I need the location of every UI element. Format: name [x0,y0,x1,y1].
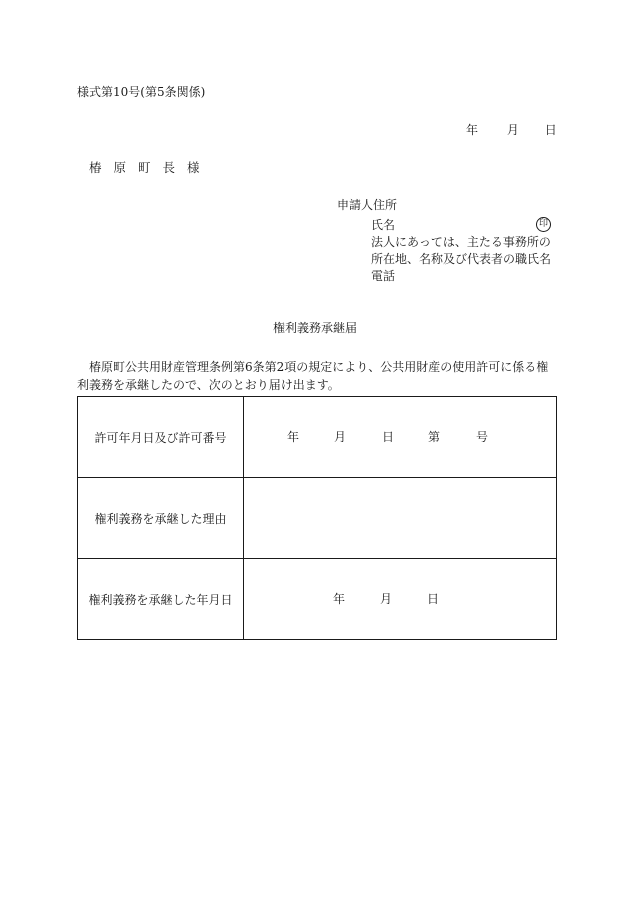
table-row [78,478,557,559]
field-day: 日 [427,592,440,606]
form-table [77,396,557,640]
addressee-char: 長 [162,160,176,175]
field-year: 年 [287,430,300,444]
addressee [89,162,200,175]
applicant-block [371,217,556,285]
row-label: 権利義務を承継した理由 [78,478,244,559]
applicant-address-label: 申請人住所 [337,198,398,212]
field-number-prefix: 第 [428,430,441,444]
addressee-char: 町 [138,160,151,175]
row-label: 許可年月日及び許可番号 [78,397,244,478]
submission-date [466,124,557,136]
addressee-char: 椿 [89,160,102,175]
permit-date-number-field [244,397,557,478]
field-month: 月 [334,430,347,444]
row-label: 権利義務を承継した年月日 [78,559,244,640]
date-year: 年 [466,123,479,137]
table-row [78,397,557,478]
body-text: 椿原町公共用財産管理条例第6条第2項の規定により、公共用財産の使用許可に係る権利義務を承継したので、次のとおり届け出ます。 [77,360,549,392]
field-year: 年 [333,592,346,606]
field-number-suffix: 号 [476,430,489,444]
document-title: 権利義務承継届 [272,321,357,335]
succession-reason-field [244,478,557,559]
corporate-note-line: 法人にあっては、主たる事務所の [371,235,551,249]
applicant-phone-label: 電話 [371,269,396,283]
field-month: 月 [380,592,393,606]
addressee-char: 原 [113,160,127,175]
succession-date-field [244,559,557,640]
form-number: 様式第10号(第5条関係) [77,85,206,99]
addressee-char: 様 [187,160,200,175]
table-row [78,559,557,640]
date-month: 月 [506,123,519,137]
field-day: 日 [382,430,395,444]
corporate-note-line: 所在地、名称及び代表者の職氏名 [371,252,552,266]
date-day: 日 [544,123,557,137]
seal-mark-icon: 印 [536,217,551,232]
applicant-name-label: 氏名 [371,218,396,232]
